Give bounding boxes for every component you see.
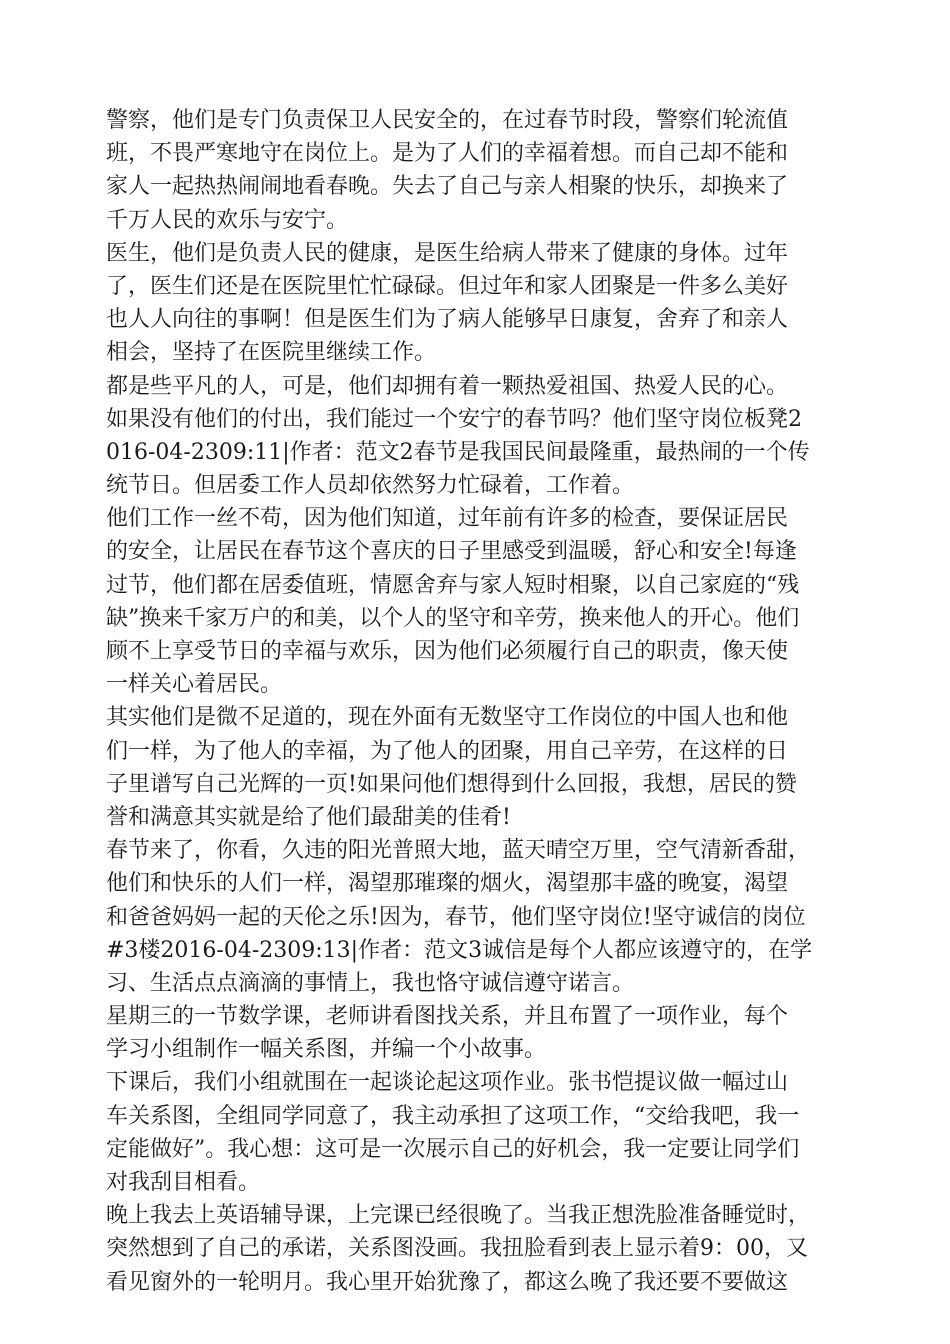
text-line: 看见窗外的一轮明月。我心里开始犹豫了，都这么晚了我还要不要做这 bbox=[106, 1269, 789, 1295]
text-line: 习、生活点点滴滴的事情上，我也恪守诚信遵守诺言。 bbox=[106, 970, 635, 996]
text-line: 子里谱写自己光辉的一页!如果问他们想得到什么回报，我想，居民的赞 bbox=[106, 771, 797, 797]
text-line: 和爸爸妈妈一起的天伦之乐!因为，春节，他们坚守岗位!坚守诚信的岗位 bbox=[106, 904, 806, 930]
text-line: 誉和满意其实就是给了他们最甜美的佳肴! bbox=[106, 804, 511, 830]
text-line: 医生，他们是负责人民的健康，是医生给病人带来了健康的身体。过年 bbox=[106, 240, 789, 266]
text-line: 定能做好”。我心想：这可是一次展示自己的好机会，我一定要让同学们 bbox=[106, 1136, 800, 1162]
text-line: 春节来了，你看，久违的阳光普照大地，蓝天晴空万里，空气清新香甜， bbox=[106, 838, 811, 864]
text-line: 的安全，让居民在春节这个喜庆的日子里感受到温暖，舒心和安全!每逢 bbox=[106, 539, 797, 565]
text-line: 其实他们是微不足道的，现在外面有无数坚守工作岗位的中国人也和他 bbox=[106, 705, 789, 731]
text-line: 对我刮目相看。 bbox=[106, 1170, 261, 1195]
text-line: #3楼2016-04-2309:13|作者：范文3诚信是每个人都应该遵守的，在学 bbox=[106, 937, 813, 963]
text-line: 晚上我去上英语辅导课，上完课已经很晚了。当我正想洗脸准备睡觉时， bbox=[106, 1203, 811, 1229]
document-body bbox=[106, 104, 866, 1299]
text-line: 顾不上享受节日的幸福与欢乐，因为他们必须履行自己的职责，像天使 bbox=[106, 639, 789, 664]
text-line: 如果没有他们的付出，我们能过一个安宁的春节吗？他们坚守岗位板凳2 bbox=[106, 406, 802, 432]
text-line: 统节日。但居委工作人员却依然努力忙碌着，工作着。 bbox=[106, 473, 635, 499]
text-line: 016-04-2309:11|作者：范文2春节是我国民间最隆重，最热闹的一个传 bbox=[106, 439, 810, 465]
text-line: 班，不畏严寒地守在岗位上。是为了人们的幸福着想。而自己却不能和 bbox=[106, 141, 789, 167]
text-line: 下课后，我们小组就围在一起谈论起这项作业。张书恺提议做一幅过山 bbox=[106, 1070, 789, 1096]
text-line: 缺”换来千家万户的和美，以个人的坚守和辛劳，换来他人的开心。他们 bbox=[106, 605, 800, 631]
text-line: 千万人民的欢乐与安宁。 bbox=[106, 207, 349, 233]
text-line: 他们和快乐的人们一样，渴望那璀璨的烟火，渴望那丰盛的晚宴，渴望 bbox=[106, 871, 789, 897]
text-line: 了，医生们还是在医院里忙忙碌碌。但过年和家人团聚是一件多么美好 bbox=[106, 273, 789, 299]
text-line: 一样关心着居民。 bbox=[106, 672, 283, 698]
text-line: 星期三的一节数学课，老师讲看图找关系，并且布置了一项作业，每个 bbox=[106, 1004, 789, 1030]
text-line: 过节，他们都在居委值班，情愿舍弃与家人短时相聚，以自己家庭的“残 bbox=[106, 572, 800, 598]
text-line: 家人一起热热闹闹地看春晚。失去了自己与亲人相聚的快乐，却换来了 bbox=[106, 174, 789, 200]
text-line: 学习小组制作一幅关系图，并编一个小故事。 bbox=[106, 1037, 547, 1063]
text-line: 们一样，为了他人的幸福，为了他人的团聚，用自己辛劳，在这样的日 bbox=[106, 738, 789, 764]
text-line: 突然想到了自己的承诺，关系图没画。我扭脸看到表上显示着9：00，又 bbox=[106, 1236, 808, 1262]
text-line: 都是些平凡的人，可是，他们却拥有着一颗热爱祖国、热爱人民的心。 bbox=[106, 373, 789, 399]
text-line: 也人人向往的事啊！但是医生们为了病人能够早日康复，舍弃了和亲人 bbox=[106, 307, 789, 333]
text-line: 相会，坚持了在医院里继续工作。 bbox=[106, 340, 437, 366]
text-line: 他们工作一丝不苟，因为他们知道，过年前有许多的检查，要保证居民 bbox=[106, 506, 789, 532]
text-line: 车关系图，全组同学同意了，我主动承担了这项工作，“交给我吧，我一 bbox=[106, 1103, 800, 1129]
text-line: 警察，他们是专门负责保卫人民安全的，在过春节时段，警察们轮流值 bbox=[106, 108, 789, 133]
